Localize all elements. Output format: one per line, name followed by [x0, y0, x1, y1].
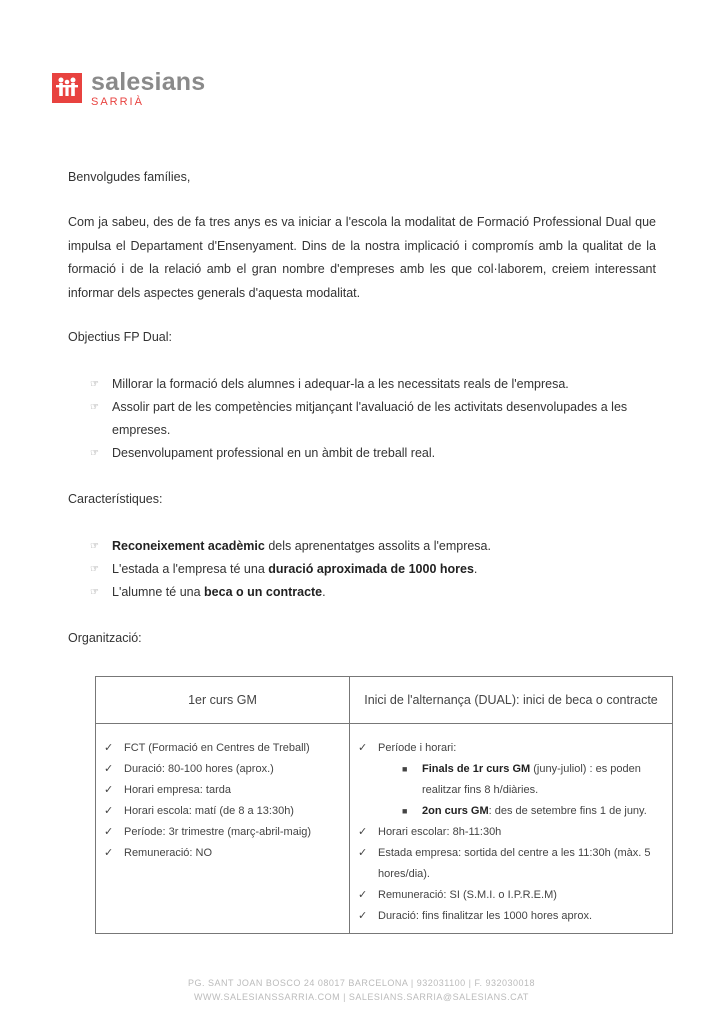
list-item: ✓ Període i horari: ■ Finals de 1r curs GM (juny-juliol) : es poden realitzar fins 8 h/diàries. ■ 2on curs GM: des de setembre fins 1 de juny. [356, 738, 666, 822]
organization-heading: Organització: [68, 631, 142, 645]
col1-cell [96, 724, 350, 934]
footer-contact: WWW.SALESIANSSARRIA.COM | SALESIANS.SARRIA@SALESIANS.CAT [194, 992, 529, 1002]
salesians-logo-icon [52, 73, 82, 103]
list-item: ✓ Duració: 80-100 hores (aprox.) [102, 759, 343, 780]
list-item: ✓ Horari escolar: 8h-11:30h [356, 822, 666, 843]
list-item: ✓ Duració: fins finalitzar les 1000 hores aprox. [356, 906, 666, 927]
checkmark-icon: ✓ [104, 826, 114, 838]
list-item: ✓ Estada empresa: sortida del centre a les 11:30h (màx. 5 hores/dia). [356, 843, 666, 885]
checkmark-icon: ✓ [358, 742, 368, 754]
col2-header: Inici de l'alternança (DUAL): inici de beca o contracte [350, 677, 673, 724]
list-item: ☞ Assolir part de les competències mitjançant l'avaluació de les activitats desenvolupades a les empreses. [90, 396, 658, 442]
checkmark-icon: ✓ [104, 805, 114, 817]
checkmark-icon: ✓ [358, 847, 368, 859]
checkmark-icon: ✓ [104, 847, 114, 859]
greeting: Benvolgudes famílies, [68, 170, 191, 184]
intro-paragraph: Com ja sabeu, des de fa tres anys es va iniciar a l'escola la modalitat de Formació Professional Dual que impulsa el Departament d'Ensenyament. Dins de la nostra implicació i compromís amb la qualitat de la formació i de la relació amb el gran nombre d'empreses amb les que col·laborem, creiem interessant informar dels aspectes generals d'aquesta modalitat. [68, 215, 656, 300]
features-heading: Característiques: [68, 492, 163, 506]
logo-sub: SARRIÀ [91, 96, 144, 108]
pointing-hand-icon: ☞ [90, 448, 99, 459]
footer-address: PG. SANT JOAN BOSCO 24 08017 BARCELONA | 932031100 | F. 932030018 [187, 978, 536, 988]
list-item: ■ 2on curs GM: des de setembre fins 1 de juny. [398, 801, 666, 822]
logo [52, 70, 205, 108]
list-item: ☞ L'estada a l'empresa té una duració aproximada de 1000 hores. [90, 558, 658, 581]
list-item: ☞ L'alumne té una beca o un contracte. [90, 581, 658, 604]
list-item: ✓ FCT (Formació en Centres de Treball) [102, 738, 343, 759]
checkmark-icon: ✓ [358, 889, 368, 901]
features-list [90, 535, 658, 604]
list-item: ✓ Remuneració: NO [102, 843, 343, 864]
list-item: ☞ Millorar la formació dels alumnes i adequar-la a les necessitats reals de l'empresa. [90, 373, 658, 396]
checkmark-icon: ✓ [358, 910, 368, 922]
period-sublist [378, 759, 666, 822]
objectives-list [90, 373, 658, 465]
list-item: ☞ Desenvolupament professional en un àmbit de treball real. [90, 442, 658, 465]
objectives-heading: Objectius FP Dual: [68, 330, 172, 344]
pointing-hand-icon: ☞ [90, 402, 99, 413]
checkmark-icon: ✓ [104, 742, 114, 754]
pointing-hand-icon: ☞ [90, 564, 99, 575]
square-bullet-icon: ■ [402, 764, 408, 774]
list-item: ☞ Reconeixement acadèmic dels aprenentatges assolits a l'empresa. [90, 535, 658, 558]
list-item: ✓ Horari empresa: tarda [102, 780, 343, 801]
square-bullet-icon: ■ [402, 806, 408, 816]
checkmark-icon: ✓ [104, 784, 114, 796]
pointing-hand-icon: ☞ [90, 587, 99, 598]
checkmark-icon: ✓ [104, 763, 114, 775]
list-item: ■ Finals de 1r curs GM (juny-juliol) : es poden realitzar fins 8 h/diàries. [398, 759, 666, 801]
list-item: ✓ Horari escola: matí (de 8 a 13:30h) [102, 801, 343, 822]
checkmark-icon: ✓ [358, 826, 368, 838]
list-item: ✓ Període: 3r trimestre (març-abril-maig) [102, 822, 343, 843]
list-item: ✓ Remuneració: SI (S.M.I. o I.P.R.E.M) [356, 885, 666, 906]
pointing-hand-icon: ☞ [90, 541, 99, 552]
col1-header: 1er curs GM [96, 677, 350, 724]
col2-cell [350, 724, 673, 934]
pointing-hand-icon: ☞ [90, 379, 99, 390]
organization-table [95, 676, 673, 934]
logo-name: salesians [91, 68, 206, 96]
